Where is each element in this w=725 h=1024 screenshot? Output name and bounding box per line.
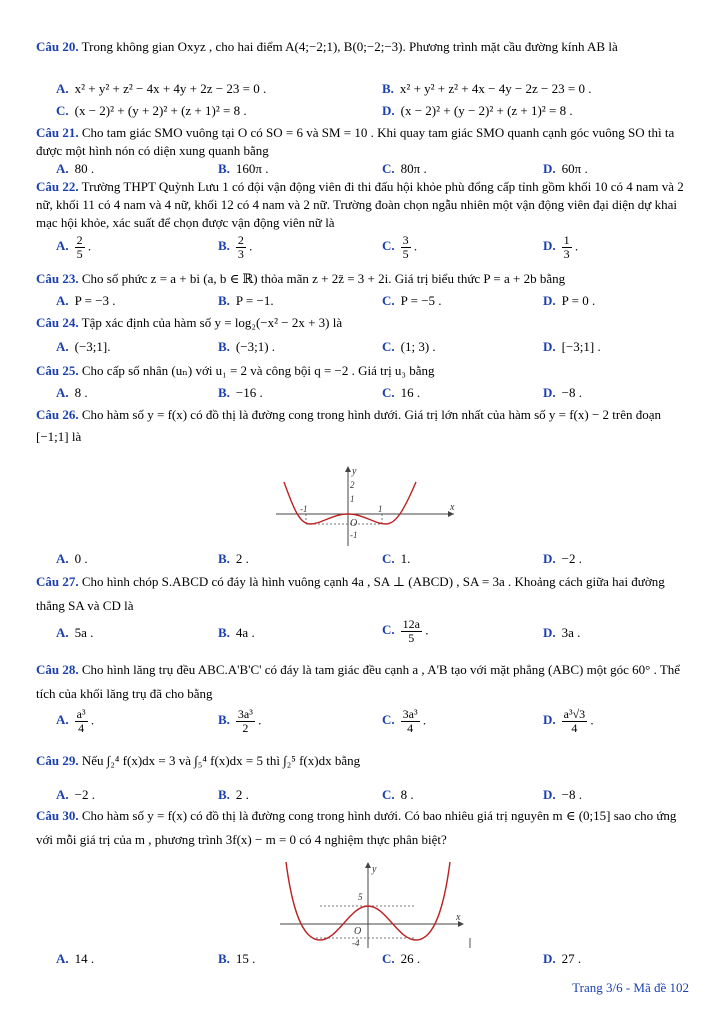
option-a[interactable]: A. 14 .: [56, 951, 95, 966]
option-d[interactable]: D. P = 0 .: [543, 293, 596, 308]
option-d[interactable]: D. 3a .: [543, 625, 581, 640]
option-c[interactable]: C. P = −5 .: [382, 293, 442, 308]
question-23: Câu 23. Cho số phức z = a + bi (a, b ∈ ℝ) thỏa mãn z + 2z̄ = 3 + 2i. Giá trị biểu thức P = a + 2b bằng: [36, 271, 566, 286]
option-c[interactable]: C. $\frac{3}{5}$ .: [382, 233, 418, 261]
option-a[interactable]: A. −2 .: [56, 787, 95, 802]
page-footer: Trang 3/6 - Mã đề 102: [572, 980, 689, 995]
option-d[interactable]: D. −8 .: [543, 385, 582, 400]
option-a[interactable]: A. 0 .: [56, 551, 88, 566]
option-a[interactable]: A. $\frac{2}{5}$ .: [56, 233, 92, 261]
option-b[interactable]: B. (−3;1) .: [218, 339, 276, 354]
question-29: Câu 29. Nếu ∫₂⁴ f(x)dx = 3 và ∫₅⁴ f(x)dx = 5 thì ∫₂⁵ f(x)dx bằng: [36, 753, 361, 768]
option-d[interactable]: D. −2 .: [543, 551, 582, 566]
integral: ∫₂⁴ f(x)dx = 3: [106, 753, 176, 768]
integral: ∫₅⁴ f(x)dx = 5: [194, 753, 263, 768]
option-d[interactable]: D. −8 .: [543, 787, 582, 802]
option-d[interactable]: D. [−3;1] .: [543, 339, 601, 354]
option-c[interactable]: C. $\frac{12a}{5}$ .: [382, 617, 429, 645]
option-c[interactable]: C. 16 .: [382, 385, 421, 400]
option-b[interactable]: B. x² + y² + z² + 4x − 4y − 2z − 23 = 0 .: [382, 81, 592, 96]
option-b[interactable]: B. 15 .: [218, 951, 256, 966]
question-25: Câu 25. Cho cấp số nhân (uₙ) với u₁ = 2 và công bội q = −2 . Giá trị u₃ bằng: [36, 363, 435, 378]
option-b[interactable]: B. $\frac{2}{3}$ .: [218, 233, 253, 261]
option-d[interactable]: D. $\frac{\text{a³√3}}{4}$ .: [543, 707, 594, 735]
option-b[interactable]: B. 2 .: [218, 551, 249, 566]
option-a[interactable]: A. (−3;1].: [56, 339, 111, 354]
x-label: x: [450, 502, 455, 513]
option-a[interactable]: A. P = −3 .: [56, 293, 116, 308]
origin-label: O: [354, 926, 362, 937]
option-d[interactable]: D. (x − 2)² + (y − 2)² + (z + 1)² = 8 .: [382, 103, 573, 118]
option-b[interactable]: B. −16 .: [218, 385, 263, 400]
option-a[interactable]: A. 80 .: [56, 161, 95, 176]
y-label: y: [352, 466, 357, 477]
y-label: y: [372, 864, 377, 875]
option-d[interactable]: D. 27 .: [543, 951, 582, 966]
x-label: x: [456, 912, 461, 923]
option-c[interactable]: C. 80π .: [382, 161, 427, 176]
option-c[interactable]: C. $\frac{\text{3a³}}{4}$ .: [382, 707, 427, 735]
option-b[interactable]: B. 4a .: [218, 625, 255, 640]
option-c[interactable]: C. (1; 3) .: [382, 339, 436, 354]
tick-label: 1: [378, 504, 383, 514]
function-graph-26: [270, 462, 460, 550]
tick-label: 5: [358, 892, 363, 902]
option-d[interactable]: D. 60π .: [543, 161, 588, 176]
origin-label: O: [350, 518, 358, 529]
option-b[interactable]: B. $\frac{\text{3a³}}{2}$ .: [218, 707, 262, 735]
question-26: Câu 26. Cho hàm số y = f(x) có đồ thị là đường cong trong hình dưới. Giá trị lớn nhất của hàm số y = f(x) − 2 trên đoạn [−1;1] là: [36, 407, 662, 444]
tick-label: -4: [352, 938, 360, 948]
question-21: Câu 21. Cho tam giác SMO vuông tại O có SO = 6 và SM = 10 . Khi quay tam giác SMO quanh cạnh góc vuông SO thì ta được một hình nón có diện xung quanh bằng: [36, 125, 675, 158]
tick-label: -1: [350, 530, 358, 540]
option-c[interactable]: C. (x − 2)² + (y + 2)² + (z + 1)² = 8 .: [56, 103, 247, 118]
option-b[interactable]: B. 160π .: [218, 161, 269, 176]
question-28: Câu 28. Cho hình lăng trụ đều ABC.A'B'C' có đáy là tam giác đều cạnh a , A'B tạo với mặt phẳng (ABC) một góc 60° . Thể tích của khối lăng trụ đã cho bằng: [36, 662, 681, 701]
question-22: Câu 22. Trường THPT Quỳnh Lưu 1 có đội vận động viên đi thi đấu hội khỏe phù đổng cấp tỉnh gồm khối 10 có 4 nam và 2 nữ, khối 11 có 4 nam và 4 nữ, khối 12 có 4 nam và 2 nữ. Trường đoàn chọn ngẫu nhiên một vận động viên đại diện dự khai mạc hội khỏe, xác suất để chọn được vận động viên nữ là: [36, 179, 684, 230]
question-20: [36, 38, 690, 56]
option-c[interactable]: C. 1.: [382, 551, 411, 566]
tick-label: 1: [350, 494, 355, 504]
tick-label: -1: [300, 504, 308, 514]
integral: ∫₂⁵ f(x)dx: [283, 753, 332, 768]
question-24: Câu 24. Tập xác định của hàm số y = log₂(−x² − 2x + 3) là: [36, 315, 343, 330]
question-label: Câu 20.: [36, 39, 79, 54]
option-a[interactable]: A. x² + y² + z² − 4x + 4y + 2z − 23 = 0 .: [56, 81, 267, 96]
option-b[interactable]: B. P = −1.: [218, 293, 274, 308]
option-d[interactable]: D. $\frac{1}{3}$ .: [543, 233, 579, 261]
tick-label: 2: [350, 480, 355, 490]
question-text: Trong không gian Oxyz , cho hai điểm A(4;−2;1), B(0;−2;−3). Phương trình mặt cầu đường kính AB là: [81, 39, 618, 54]
option-a[interactable]: A. $\frac{\text{a³}}{4}$ .: [56, 707, 95, 735]
option-c[interactable]: C. 8 .: [382, 787, 414, 802]
option-a[interactable]: A. 5a .: [56, 625, 94, 640]
option-c[interactable]: C. 26 .: [382, 951, 421, 966]
question-30: Câu 30. Cho hàm số y = f(x) có đồ thị là đường cong trong hình dưới. Có bao nhiêu giá trị nguyên m ∈ (0;15] sao cho ứng với mỗi giá trị của m , phương trình 3f(x) − m = 0 có 4 nghiệm thực phân biệt?: [36, 808, 677, 847]
option-a[interactable]: A. 8 .: [56, 385, 88, 400]
option-b[interactable]: B. 2 .: [218, 787, 249, 802]
function-graph-30: [276, 858, 476, 950]
question-27: Câu 27. Cho hình chóp S.ABCD có đáy là hình vuông cạnh 4a , SA ⊥ (ABCD) , SA = 3a . Khoảng cách giữa hai đường thẳng SA và CD là: [36, 574, 665, 613]
